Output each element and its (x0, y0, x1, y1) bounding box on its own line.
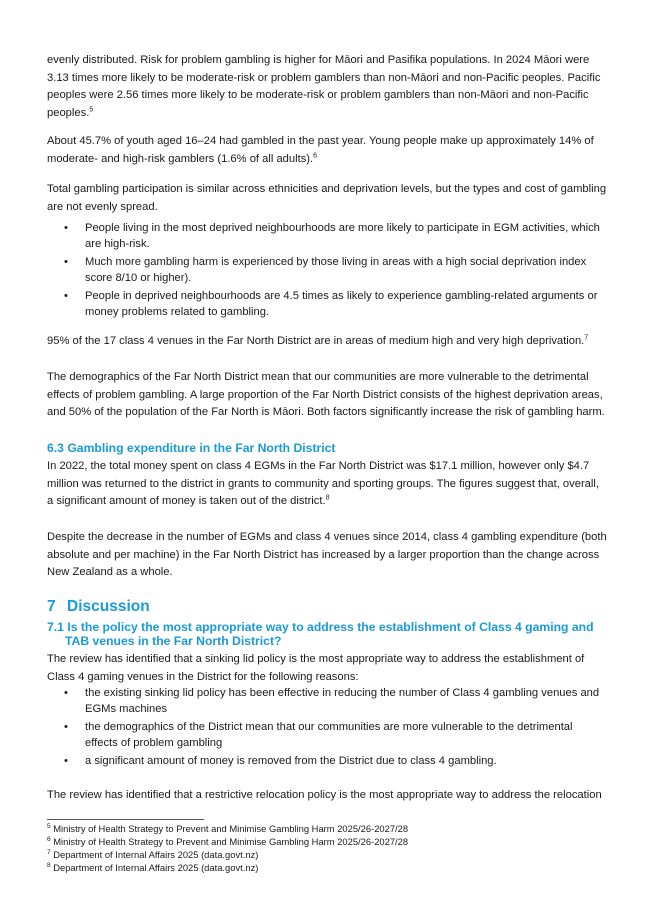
paragraph-text: 95% of the 17 class 4 venues in the Far North District are in areas of medium high and very high deprivation. (47, 335, 585, 347)
footnote-text: Department of Internal Affairs 2025 (data.govt.nz) (53, 862, 259, 873)
list-item (47, 754, 607, 770)
paragraph-demographics: The demographics of the Far North District mean that our communities are more vulnerable to the detrimental effects of problem gambling. A large proportion of the Far North District consists of the highest deprivation areas, and 50% of the population of the Far North is Māori. Both factors significantly increase the risk of gambling harm. (47, 371, 605, 418)
list-item-text: Much more gambling harm is experienced by those living in areas with a high social deprivation index score 8/10 or higher). (85, 256, 587, 284)
paragraph-text: About 45.7% of youth aged 16–24 had gambled in the past year. Young people make up approximately 14% of moderate- and high-risk gamblers (1.6% of all adults). (47, 135, 594, 165)
reasons-bullet-list (47, 686, 607, 773)
paragraph-expenditure (47, 458, 607, 511)
bullet-icon: • (64, 222, 68, 234)
list-item (47, 686, 607, 717)
list-item-text: a significant amount of money is removed from the District due to class 4 gambling. (85, 755, 497, 767)
bullet-icon: • (64, 755, 68, 767)
paragraph-text: evenly distributed. Risk for problem gambling is higher for Māori and Pasifika populations. In 2024 Māori were 3.13 times more likely to be moderate-risk or problem gamblers than non-Māori and non-Pacific peoples. Pacific peoples were 2.56 times more likely to be moderate-risk or problem gamblers than non-Māori and non-Pacific peoples. (47, 54, 601, 119)
bullet-icon: • (64, 721, 68, 733)
footnote-divider (47, 819, 204, 820)
footnote-text: Ministry of Health Strategy to Prevent and Minimise Gambling Harm 2025/26-2027/28 (53, 823, 409, 834)
paragraph-participation: Total gambling participation is similar across ethnicities and deprivation levels, but the types and cost of gambling are not evenly spread. (47, 183, 607, 213)
list-item-text: the existing sinking lid policy has been effective in reducing the number of Class 4 gambling venues and EGMs machines (85, 687, 600, 715)
footnote (47, 849, 607, 861)
footnote-number: 5 (47, 822, 51, 830)
footnote-number: 6 (47, 835, 51, 843)
paragraph-relocation: The review has identified that a restrictive relocation policy is the most appropriate way to address the relocation (47, 789, 602, 801)
section-6-3-heading: 6.3 Gambling expenditure in the Far North District (47, 441, 336, 455)
list-item (47, 255, 607, 286)
paragraph-venues-deprivation (47, 333, 607, 351)
paragraph-expenditure-change: Despite the decrease in the number of EGMs and class 4 venues since 2014, class 4 gambling expenditure (both absolute and per machine) in the Far North District has increased by a larger proportion than the change across New Zealand as a whole. (47, 531, 607, 578)
footnote-ref[interactable]: 6 (313, 151, 318, 159)
footnote (47, 862, 607, 874)
footnote-text: Department of Internal Affairs 2025 (data.govt.nz) (53, 849, 259, 860)
bullet-icon: • (64, 687, 68, 699)
paragraph-maori-pasifika-risk (47, 52, 607, 122)
section-title: Discussion (67, 598, 150, 615)
footnote (47, 836, 607, 848)
section-number: 7 (47, 598, 56, 615)
list-item-text: People living in the most deprived neighbourhoods are more likely to participate in EGM activities, which are high-risk. (85, 222, 600, 250)
footnote-text: Ministry of Health Strategy to Prevent and Minimise Gambling Harm 2025/26-2027/28 (53, 836, 409, 847)
bullet-icon: • (64, 290, 68, 302)
paragraph-sinking-lid: The review has identified that a sinking lid policy is the most appropriate way to address the establishment of Class 4 gaming venues in the District for the following reasons: (47, 653, 585, 683)
paragraph-text: In 2022, the total money spent on class 4 EGMs in the Far North District was $17.1 million, however only $4.7 million was returned to the district in grants to community and sporting groups. The figures suggest that, overall, a significant amount of money is taken out of the district. (47, 460, 599, 507)
bullet-icon: • (64, 256, 68, 268)
list-item-text: People in deprived neighbourhoods are 4.5 times as likely to experience gambling-related arguments or money problems related to gambling. (85, 290, 598, 318)
list-item (47, 289, 607, 320)
footnote-number: 7 (47, 848, 51, 856)
footnote-ref[interactable]: 7 (584, 334, 589, 342)
footnote (47, 823, 607, 835)
section-7-heading (47, 598, 150, 616)
deprivation-bullet-list (47, 221, 607, 323)
section-7-1-heading: 7.1 Is the policy the most appropriate way to address the establishment of Class 4 gaming and TAB venues in the Far North District? (47, 620, 594, 648)
paragraph-youth-gambling (47, 133, 607, 168)
footnote-ref[interactable]: 5 (89, 105, 94, 113)
list-item (47, 221, 607, 252)
list-item-text: the demographics of the District mean that our communities are more vulnerable to the detrimental effects of problem gambling (85, 721, 573, 749)
footnote-number: 8 (47, 861, 51, 869)
footnote-ref[interactable]: 8 (325, 494, 330, 502)
list-item (47, 720, 607, 751)
